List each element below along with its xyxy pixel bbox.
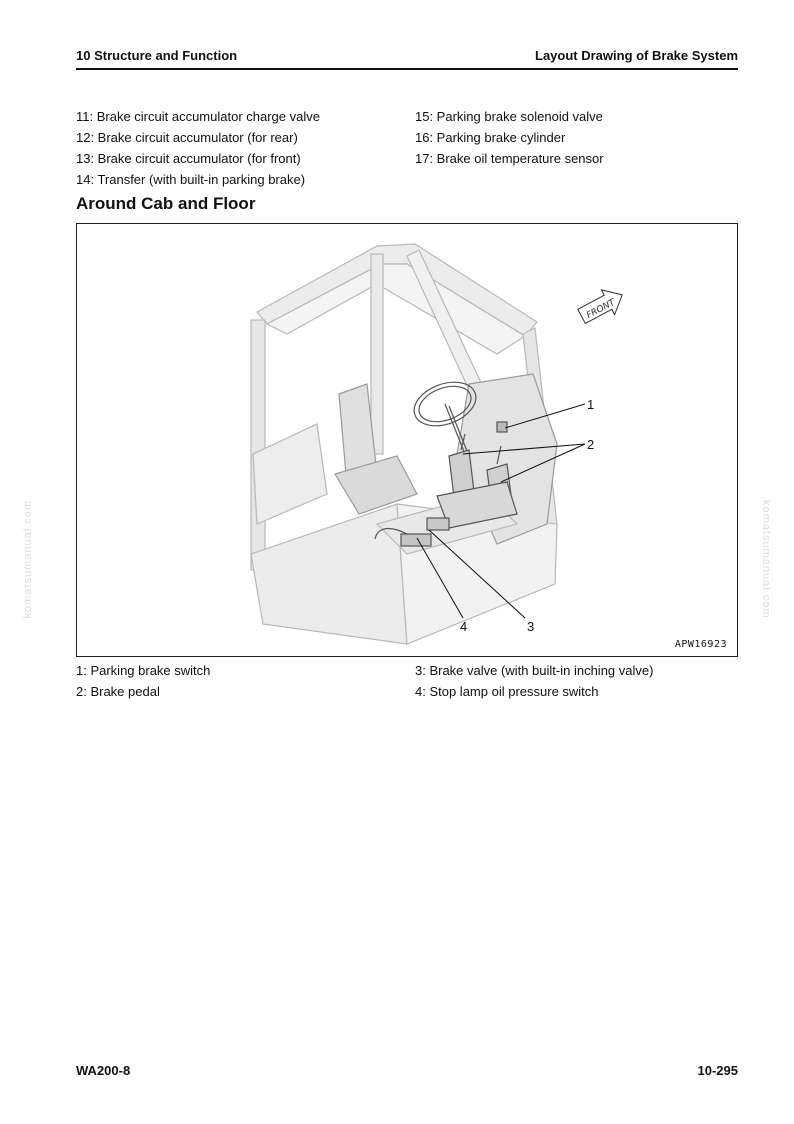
front-label: FRONT bbox=[585, 297, 617, 322]
section-title: Around Cab and Floor bbox=[76, 194, 256, 213]
cab-floor-figure bbox=[76, 223, 738, 657]
figure-id: APW16923 bbox=[674, 639, 727, 650]
header-rule bbox=[76, 68, 738, 70]
callout-4: 4 bbox=[460, 619, 468, 634]
legend-item: 3: Brake valve (with built-in inching valve) bbox=[415, 663, 654, 678]
front-arrow-icon bbox=[575, 282, 629, 328]
legend-item: 12: Brake circuit accumulator (for rear) bbox=[76, 130, 298, 145]
watermark-left: komatsumanual.com bbox=[22, 500, 34, 619]
legend-item: 11: Brake circuit accumulator charge valve bbox=[76, 109, 320, 124]
chapter-title: 10 Structure and Function bbox=[76, 48, 238, 63]
legend-item: 14: Transfer (with built-in parking brake) bbox=[76, 172, 306, 187]
cab-drawing bbox=[77, 224, 737, 656]
legend-item: 1: Parking brake switch bbox=[76, 663, 211, 678]
top-legend-left bbox=[76, 106, 320, 190]
legend-item: 16: Parking brake cylinder bbox=[415, 130, 566, 145]
callout-3: 3 bbox=[527, 619, 535, 634]
model-number: WA200-8 bbox=[76, 1063, 131, 1078]
page-number: 10-295 bbox=[697, 1063, 738, 1078]
watermark-right: komatsumanual.com bbox=[760, 500, 772, 619]
section-header-title: Layout Drawing of Brake System bbox=[535, 48, 738, 63]
legend-item: 4: Stop lamp oil pressure switch bbox=[415, 684, 599, 699]
bottom-legend-right bbox=[415, 660, 653, 702]
legend-item: 17: Brake oil temperature sensor bbox=[415, 151, 604, 166]
top-legend-right bbox=[415, 106, 604, 169]
callout-2: 2 bbox=[587, 437, 595, 452]
page-header bbox=[76, 48, 738, 68]
callout-1: 1 bbox=[587, 397, 595, 412]
legend-item: 15: Parking brake solenoid valve bbox=[415, 109, 603, 124]
legend-item: 2: Brake pedal bbox=[76, 684, 160, 699]
bottom-legend-left bbox=[76, 660, 210, 702]
legend-item: 13: Brake circuit accumulator (for front) bbox=[76, 151, 301, 166]
